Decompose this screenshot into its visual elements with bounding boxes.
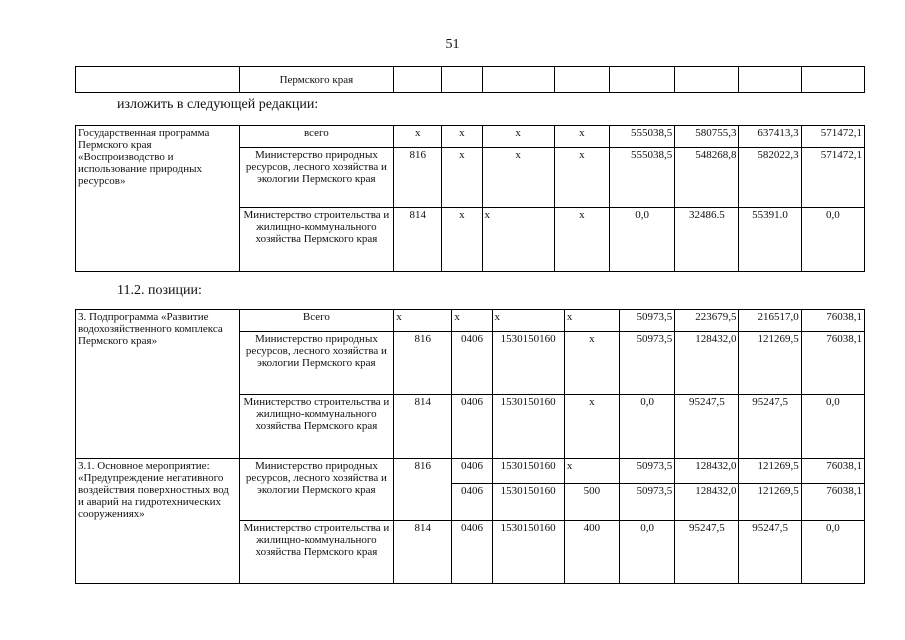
value-cell: 95247,5 <box>739 395 801 459</box>
value-cell: 50973,5 <box>620 310 675 332</box>
vr-cell: х <box>554 208 609 272</box>
instruction-text: изложить в следующей редакции: <box>117 97 319 112</box>
value-cell: 128432,0 <box>675 484 739 521</box>
grbs-cell: 816 <box>394 332 452 395</box>
value-cell: 50973,5 <box>620 459 675 484</box>
executor-cell: Пермского края <box>239 67 394 93</box>
vr-cell: х <box>554 148 609 208</box>
value-cell: 76038,1 <box>801 484 864 521</box>
value-cell: 571472,1 <box>801 148 864 208</box>
value-cell: 555038,5 <box>609 126 674 148</box>
grbs-cell: х <box>394 310 452 332</box>
csr-cell: 1530150160 <box>492 521 564 584</box>
csr-cell: х <box>482 208 554 272</box>
executor-cell: Министерство строительства и жилищно-коммунального хозяйства Пермского края <box>239 521 394 584</box>
value-cell: 95247,5 <box>739 521 801 584</box>
rzpr-cell: 0406 <box>452 521 492 584</box>
value-cell: 32486.5 <box>675 208 739 272</box>
vr-cell: 400 <box>564 521 619 584</box>
rzpr-cell: 0406 <box>452 332 492 395</box>
value-cell: 223679,5 <box>675 310 739 332</box>
table-row <box>76 310 865 332</box>
measure-name: 3.1. Основное мероприятие: «Предупреждение негативного воздействия поверхностных вод и аварий на гидротехнических сооружениях» <box>76 459 240 584</box>
csr-cell: 1530150160 <box>492 395 564 459</box>
value-cell: 0,0 <box>609 208 674 272</box>
value-cell: 50973,5 <box>620 332 675 395</box>
executor-cell: всего <box>239 126 394 148</box>
executor-cell: Министерство строительства и жилищно-коммунального хозяйства Пермского края <box>239 208 394 272</box>
value-cell: 121269,5 <box>739 484 801 521</box>
rzpr-cell: х <box>442 148 482 208</box>
table-row <box>76 459 865 484</box>
section-caption: 11.2. позиции: <box>117 283 202 298</box>
program-table <box>75 125 865 272</box>
subprogram-name: 3. Подпрограмма «Развитие водохозяйственного комплекса Пермского края» <box>76 310 240 459</box>
executor-cell: Министерство природных ресурсов, лесного хозяйства и экологии Пермского края <box>239 148 394 208</box>
value-cell: 0,0 <box>801 521 864 584</box>
csr-cell: х <box>482 148 554 208</box>
value-cell: 0,0 <box>620 521 675 584</box>
vr-cell: х <box>564 459 619 484</box>
value-cell: 571472,1 <box>801 126 864 148</box>
csr-cell: х <box>482 126 554 148</box>
subprogram-table <box>75 309 865 584</box>
vr-cell: х <box>554 126 609 148</box>
value-cell: 55391.0 <box>739 208 801 272</box>
program-name: Государственная программа Пермского края «Воспроизводство и использование природных ресурсов» <box>76 126 240 272</box>
value-cell: 76038,1 <box>801 310 864 332</box>
value-cell: 121269,5 <box>739 459 801 484</box>
vr-cell: х <box>564 310 619 332</box>
empty-cell <box>76 67 240 93</box>
vr-cell: х <box>564 395 619 459</box>
value-cell: 548268,8 <box>675 148 739 208</box>
value-cell: 0,0 <box>801 395 864 459</box>
grbs-cell: 816 <box>394 459 452 521</box>
previous-table-fragment <box>75 66 865 93</box>
executor-cell: Министерство строительства и жилищно-коммунального хозяйства Пермского края <box>239 395 394 459</box>
value-cell: 555038,5 <box>609 148 674 208</box>
value-cell: 580755,3 <box>675 126 739 148</box>
rzpr-cell: 0406 <box>452 484 492 521</box>
executor-cell: Министерство природных ресурсов, лесного хозяйства и экологии Пермского края <box>239 332 394 395</box>
value-cell: 582022,3 <box>739 148 801 208</box>
value-cell: 50973,5 <box>620 484 675 521</box>
value-cell: 0,0 <box>620 395 675 459</box>
executor-cell: Министерство природных ресурсов, лесного хозяйства и экологии Пермского края <box>239 459 394 521</box>
rzpr-cell: 0406 <box>452 395 492 459</box>
value-cell: 216517,0 <box>739 310 801 332</box>
rzpr-cell: 0406 <box>452 459 492 484</box>
executor-cell: Всего <box>239 310 394 332</box>
rzpr-cell: х <box>452 310 492 332</box>
value-cell: 637413,3 <box>739 126 801 148</box>
value-cell: 76038,1 <box>801 332 864 395</box>
value-cell: 95247,5 <box>675 395 739 459</box>
csr-cell: 1530150160 <box>492 459 564 484</box>
grbs-cell: 814 <box>394 208 442 272</box>
page-number: 51 <box>445 37 460 52</box>
value-cell: 0,0 <box>801 208 864 272</box>
value-cell: 76038,1 <box>801 459 864 484</box>
csr-cell: 1530150160 <box>492 484 564 521</box>
table-row <box>76 126 865 148</box>
value-cell: 128432,0 <box>675 459 739 484</box>
vr-cell: х <box>564 332 619 395</box>
value-cell: 95247,5 <box>675 521 739 584</box>
rzpr-cell: х <box>442 126 482 148</box>
value-cell: 128432,0 <box>675 332 739 395</box>
grbs-cell: 814 <box>394 395 452 459</box>
grbs-cell: х <box>394 126 442 148</box>
value-cell: 121269,5 <box>739 332 801 395</box>
grbs-cell: 816 <box>394 148 442 208</box>
csr-cell: х <box>492 310 564 332</box>
rzpr-cell: х <box>442 208 482 272</box>
grbs-cell: 814 <box>394 521 452 584</box>
csr-cell: 1530150160 <box>492 332 564 395</box>
vr-cell: 500 <box>564 484 619 521</box>
